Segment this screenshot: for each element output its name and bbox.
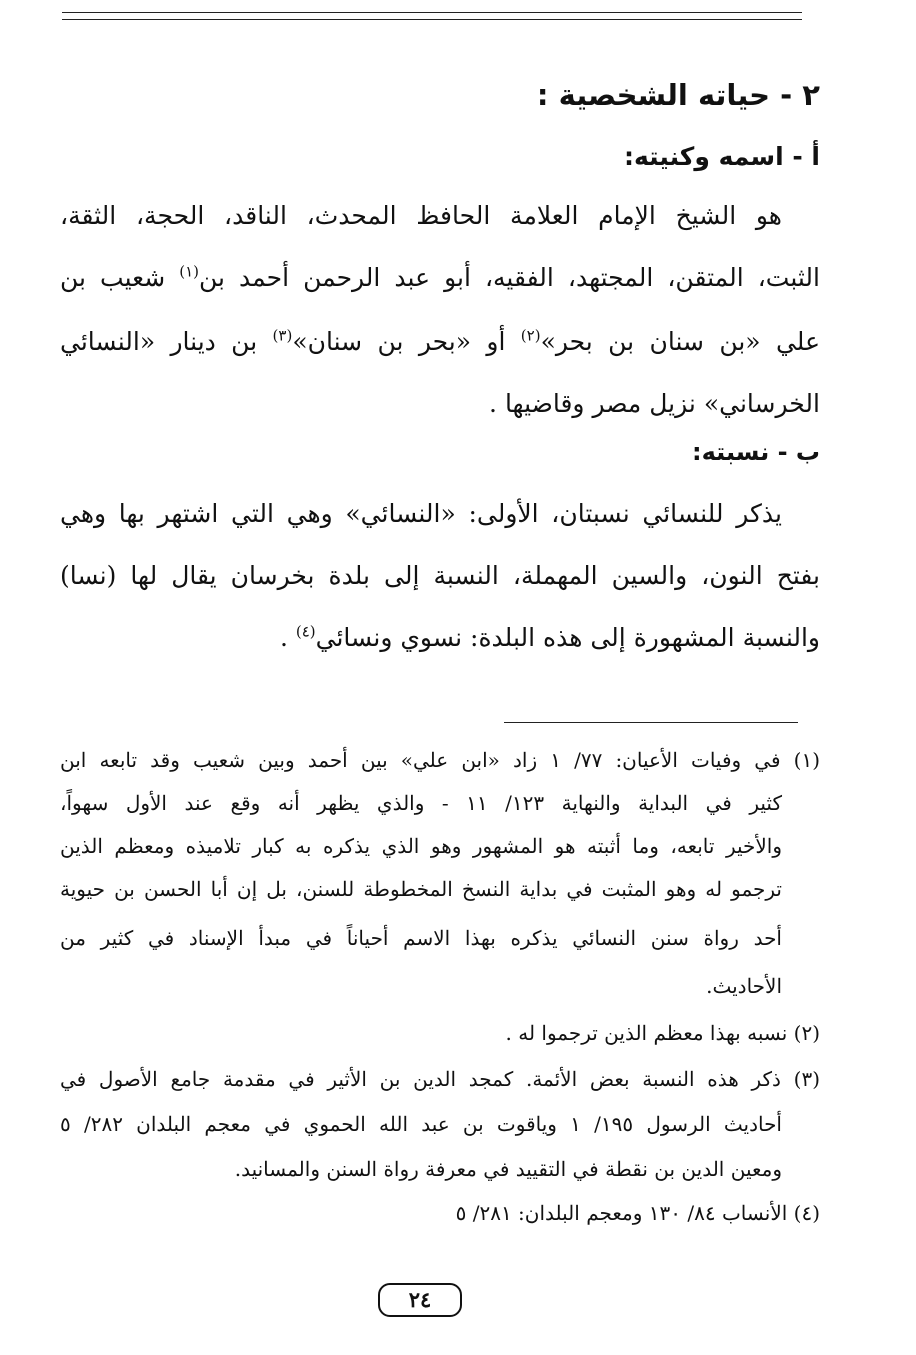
body-text: الثبت، المتقن، المجتهد، الفقيه، أبو عبد الرحمن أحمد بن (199, 263, 820, 292)
footnote-line: والأخير تابعه، وما أثبته هو المشهور وهو الذي يذكره به كبار تلاميذه ومعظم الذين (60, 834, 782, 858)
footnote-ref: (٤) (295, 622, 316, 641)
body-line (60, 322, 820, 362)
footnote-line: ترجمو له وهو المثبت في بداية النسخ المخطوطة للسنن، بل إن أبا الحسن بن حيوية (60, 877, 782, 901)
page-number: ٢٤ (378, 1283, 462, 1317)
footnote-line: (٢) نسبه بهذا معظم الذين ترجموا له . (505, 1021, 820, 1045)
body-line (60, 618, 820, 658)
subheading-name: أ - اسمه وكنيته: (624, 142, 820, 171)
header-rule (62, 19, 802, 20)
body-line: هو الشيخ الإمام العلامة الحافظ المحدث، الناقد، الحجة، الثقة، (60, 201, 782, 230)
footnote-line: أحاديث الرسول ١٩٥/ ١ وياقوت بن عبد الله الحموي في معجم البلدان ٢٨٢/ ٥ (60, 1112, 782, 1136)
body-line: يذكر للنسائي نسبتان، الأولى: «النسائي» وهي التي اشتهر بها وهي (60, 499, 782, 528)
footnote-line: الأحاديث. (706, 974, 782, 998)
footnote-line: (٣) ذكر هذه النسبة بعض الأئمة. كمجد الدين بن الأثير في مقدمة جامع الأصول في (60, 1067, 820, 1091)
body-text: شعيب بن (60, 263, 166, 292)
footnote-line: (٤) الأنساب ٨٤/ ١٣٠ ومعجم البلدان: ٢٨١/ ٥ (455, 1201, 820, 1225)
header-rule (62, 12, 802, 13)
footnote-separator (504, 722, 798, 723)
subheading-lineage: ب - نسبته: (692, 438, 820, 466)
footnote-line: ومعين الدين بن نقطة في التقييد في معرفة رواة السنن والمسانيد. (234, 1157, 782, 1181)
footnote-ref: (١) (179, 262, 199, 281)
footnote-line: (١) في وفيات الأعيان: ٧٧/ ١ زاد «ابن علي» بين أحمد وبين شعيب وقد تابعه ابن (60, 748, 820, 772)
section-heading: ٢ - حياته الشخصية : (536, 78, 820, 112)
footnote-line: كثير في البداية والنهاية ١٢٣/ ١١ - والذي يظهر أنه وقع عند الأول سهواً، (60, 791, 782, 815)
footnote-ref: (٢) (520, 326, 541, 345)
body-text: . (279, 623, 288, 652)
footnote-ref: (٣) (272, 326, 293, 345)
body-text: علي «بن سنان بن بحر» (540, 327, 820, 356)
body-text: والنسبة المشهورة إلى هذه البلدة: نسوي ونسائي (315, 623, 820, 652)
footnote-line: أحد رواة سنن النسائي يذكره بهذا الاسم أحياناً في مبدأ الإسناد في كثير من (60, 926, 782, 950)
body-text: أو «بحر بن سنان» (292, 327, 506, 356)
body-line: الخرساني» نزيل مصر وقاضيها . (489, 389, 820, 418)
body-text: بن دينار «النسائي (60, 327, 258, 356)
body-line (60, 258, 820, 298)
body-line: بفتح النون، والسين المهملة، النسبة إلى بلدة بخرسان يقال لها (نسا) (60, 561, 820, 590)
